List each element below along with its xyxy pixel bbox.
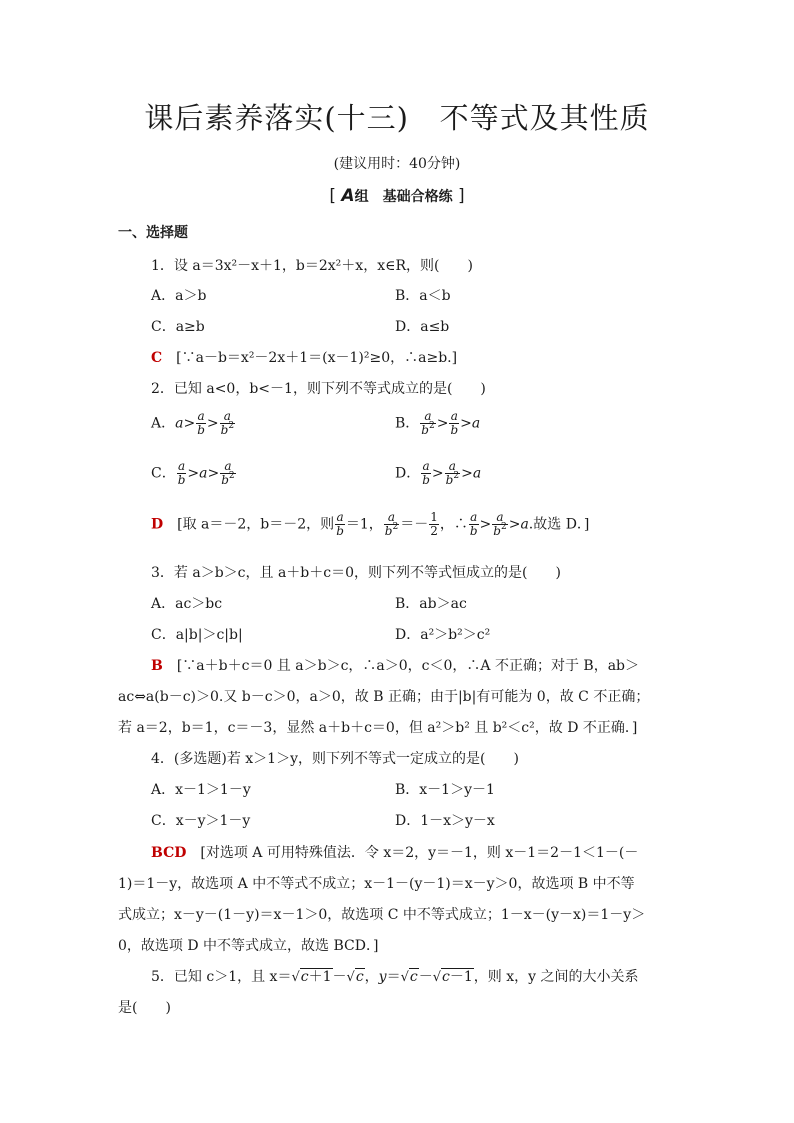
- group-suffix: 组: [354, 189, 369, 205]
- q2-stem: 2．已知 a<0，b<－1，则下列不等式成立的是( ): [151, 381, 486, 397]
- q4-solution-line-1: [151, 842, 638, 862]
- q1-option-b: B．a＜b: [395, 288, 451, 304]
- q3-option-a: A．ac＞bc: [151, 596, 223, 612]
- group-heading: [ A组 基础合格练 ]: [329, 186, 465, 206]
- section-heading: 一、选择题: [118, 225, 188, 241]
- q5-stem: 5．已知 c＞1，且 x＝√c＋1－√c，y＝√c－√c－1，则 x，y 之间的大小关系: [151, 969, 639, 985]
- q4-answer: BCD: [151, 845, 187, 861]
- q5-stem-end: ，则 x，y 之间的大小关系: [473, 969, 639, 985]
- q4-stem: 4．(多选题)若 x＞1＞y，则下列不等式一定成立的是( ): [151, 751, 519, 767]
- title-topic: 不等式及其性质: [439, 101, 650, 135]
- title-main: 课后素养落实(十三): [144, 101, 409, 135]
- q2-option-b: B． $\frac{a}{b^2}$ > $\frac{a}{b}$ >a: [395, 409, 481, 437]
- q2-option-d: D． $\frac{a}{b}$ > $\frac{a}{b^2}$ >a: [395, 459, 482, 487]
- q4-explain-1: [对选项 A 可用特殊值法．令 x＝2，y＝－1，则 x－1＝2－1＜1－(－: [200, 845, 639, 861]
- q4-solution-line-3: 式成立；x－y－(1－y)＝x－1＞0，故选项 C 中不等式成立；1－x－(y－x)＝1－y＞: [118, 907, 646, 923]
- q4-solution-line-2: 1)＝1－y，故选项 A 中不等式不成立；x－1－(y－1)＝x－y＞0，故选项 B 中不等: [118, 876, 635, 892]
- q4-option-a: A．x－1＞1－y: [151, 782, 251, 798]
- q3-option-c: C．a|b|＞c|b|: [151, 627, 243, 643]
- q3-option-d: D．a²＞b²＞c²: [395, 627, 491, 643]
- q5-stem-line-2: 是( ): [118, 1000, 171, 1016]
- q5-stem-start: 5．已知 c＞1，且 x＝: [151, 969, 292, 985]
- q4-option-c: C．x－y＞1－y: [151, 813, 251, 829]
- q3-answer: B: [151, 658, 163, 674]
- q2-solution: D [取 a＝－2，b＝－2，则 $\frac{a}{b}$ ＝1， $\frac{a}{b^2}$ ＝－ $\frac{1}{2}$ ，∴ $\frac{a}{b}$ > $\frac{a}{b^2}$ >a.故选 D．]: [151, 510, 590, 538]
- q1-option-d: D．a≤b: [395, 319, 450, 335]
- q3-stem: 3．若 a＞b＞c，且 a＋b＋c＝0，则下列不等式恒成立的是( ): [151, 565, 561, 581]
- q1-option-a: A．a＞b: [151, 288, 207, 304]
- suggested-time: (建议用时：40分钟): [333, 156, 461, 172]
- q1-explain: [∵a－b＝x²－2x＋1＝(x－1)²≥0，∴a≥b.]: [176, 350, 458, 366]
- group-letter: A: [341, 186, 355, 206]
- q2-answer: D: [151, 516, 164, 533]
- q2-explain-end: 故选 D．]: [533, 516, 590, 533]
- group-name: 基础合格练: [382, 189, 453, 205]
- page-title: [0, 96, 794, 137]
- q3-solution-line-3: 若 a＝2，b＝1，c＝－3，显然 a＋b＋c＝0，但 a²＞b² 且 b²＜c²，故 D 不正确．]: [118, 720, 638, 736]
- q4-option-d: D．1－x＞y－x: [395, 813, 495, 829]
- q3-option-b: B．ab＞ac: [395, 596, 467, 612]
- q1-stem: 1．设 a＝3x²－x＋1，b＝2x²＋x，x∈R，则( ): [151, 258, 473, 274]
- q1-answer: C: [151, 350, 163, 366]
- q4-solution-line-4: 0，故选项 D 中不等式成立，故选 BCD．]: [118, 938, 379, 954]
- q2-option-c: C． $\frac{a}{b}$ >a> $\frac{a}{b^2}$: [151, 459, 235, 487]
- q4-option-b: B．x－1＞y－1: [395, 782, 495, 798]
- q2-option-a: A．a> $\frac{a}{b}$ > $\frac{a}{b^2}$: [151, 409, 235, 437]
- q3-explain-1: [∵a＋b＋c＝0 且 a＞b＞c，∴a＞0，c＜0，∴A 不正确；对于 B，ab＞: [176, 658, 640, 674]
- q1-option-c: C．a≥b: [151, 319, 205, 335]
- q3-solution-line-2: ac⇔a(b－c)＞0.又 b－c＞0，a＞0，故 B 正确；由于|b|有可能为 0，故 C 不正确；: [118, 689, 650, 705]
- q1-solution: [151, 347, 457, 367]
- q2-explain-start: [取 a＝－2，b＝－2，则: [177, 516, 335, 533]
- q3-solution-line-1: [151, 655, 639, 675]
